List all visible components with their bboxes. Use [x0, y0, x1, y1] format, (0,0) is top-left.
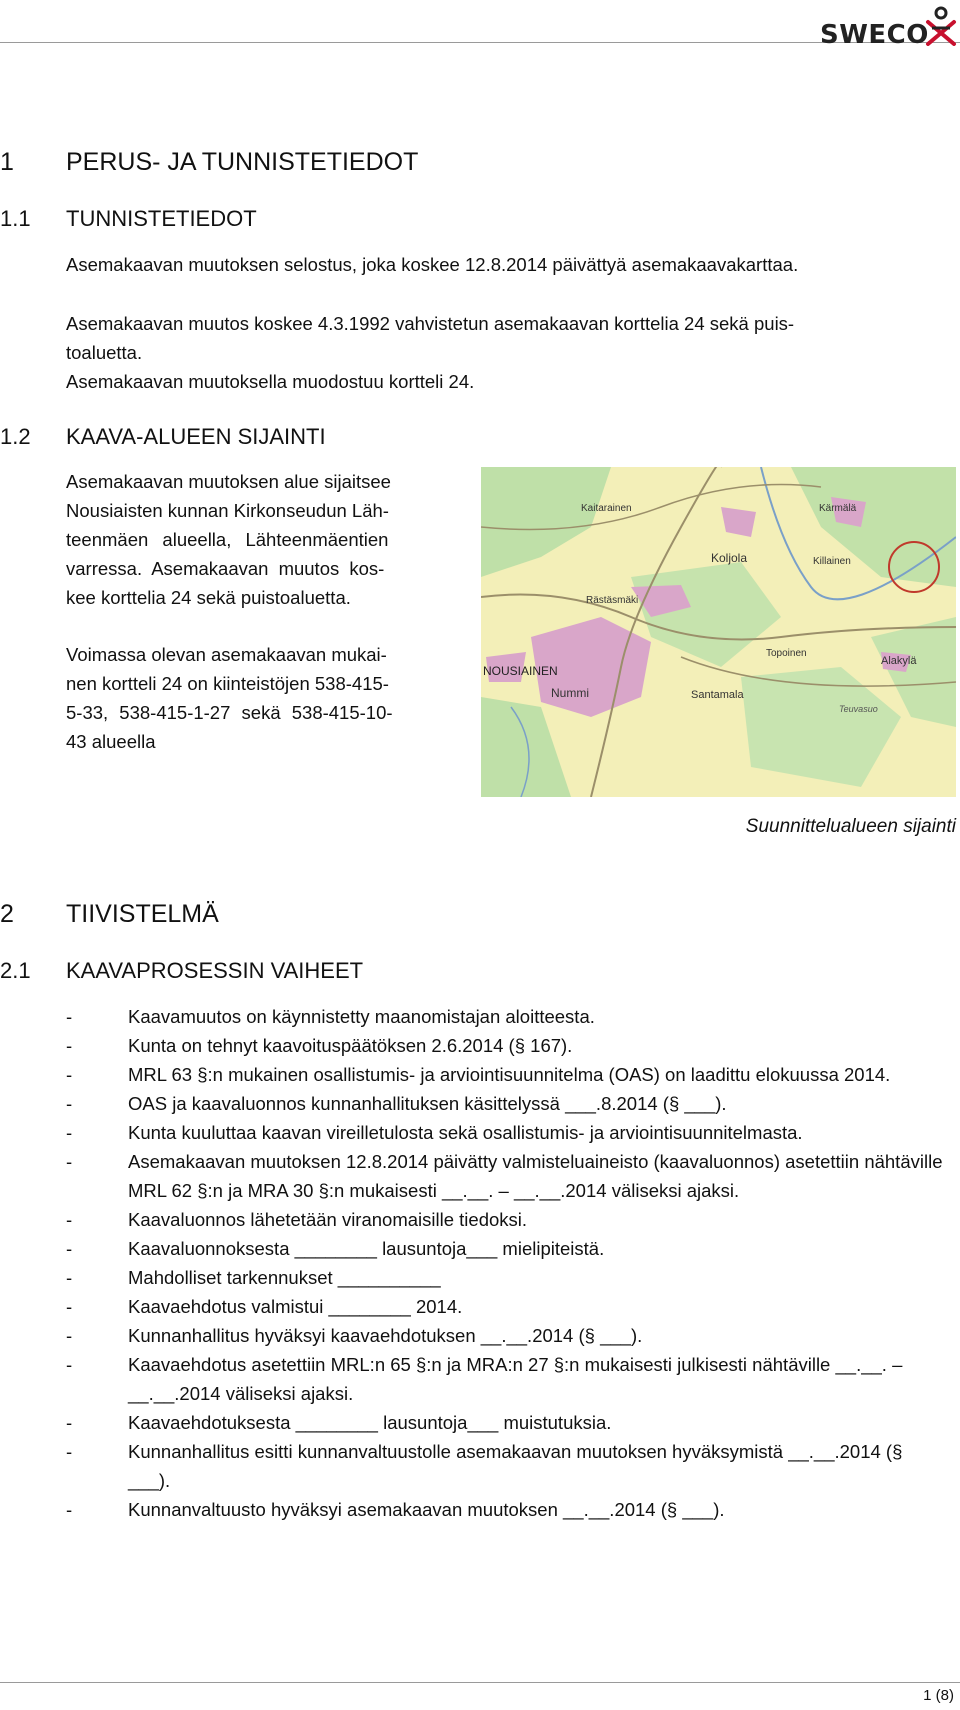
- list-item-text: Kunta on tehnyt kaavoituspäätöksen 2.6.2014 (§ 167).: [128, 1035, 573, 1056]
- map-label: Koljola: [711, 551, 748, 565]
- map-label: Topoinen: [766, 648, 807, 659]
- list-item-text: Kunta kuuluttaa kaavan vireilletulosta sekä osallistumis- ja arviointisuunnitelmasta.: [128, 1122, 803, 1143]
- map-label: Kärmälä: [819, 503, 857, 514]
- paragraph-line: 5-33, 538-415-1-27 sekä 538-415-10-: [66, 702, 393, 723]
- list-item-text: Kaavaehdotus valmistui ________ 2014.: [128, 1296, 463, 1317]
- list-item: - Kaavaluonnoksesta ________ lausuntoja___ mielipiteistä.: [66, 1238, 605, 1259]
- section-number: 2: [0, 900, 14, 928]
- list-item: - Kunta on tehnyt kaavoituspäätöksen 2.6.2014 (§ 167).: [66, 1035, 573, 1056]
- list-item-text: Kunnanvaltuusto hyväksyi asemakaavan muutoksen __.__.2014 (§ ___).: [128, 1499, 725, 1520]
- map-label: NOUSIAINEN: [483, 664, 558, 678]
- subsection-title: KAAVA-ALUEEN SIJAINTI: [66, 424, 326, 449]
- paragraph-line: toaluetta.: [66, 342, 143, 363]
- section-title: TIIVISTELMÄ: [66, 900, 219, 928]
- list-item-text: Kaavamuutos on käynnistetty maanomistajan aloitteesta.: [128, 1006, 595, 1027]
- header-rule: [0, 42, 960, 43]
- sweco-logo: [820, 6, 960, 50]
- list-item: - Asemakaavan muutoksen 12.8.2014 päivätty valmisteluaineisto (kaavaluonnos) asetettiin nähtäville MRL 62 §:n ja MRA 30 §:n mukaisesti __.__. – __.__.2014 väliseksi ajaksi.: [66, 1151, 943, 1201]
- subsection-title: TUNNISTETIEDOT: [66, 206, 257, 231]
- map-label: Teuvasuo: [839, 704, 878, 714]
- list-item: - Kunnanhallitus esitti kunnanvaltuustolle asemakaavan muutoksen hyväksymistä __.__.2014 (§ ___).: [66, 1441, 903, 1491]
- list-item-text: MRL 63 §:n mukainen osallistumis- ja arviointisuunnitelma (OAS) on laadittu elokuussa 2014.: [128, 1064, 891, 1085]
- paragraph-line: Nousiaisten kunnan Kirkonseudun Läh-: [66, 500, 389, 521]
- list-item: - Kaavaehdotus valmistui ________ 2014.: [66, 1296, 463, 1317]
- paragraph-line: 43 alueella: [66, 731, 156, 752]
- list-item-text: Kaavaluonnoksesta ________ lausuntoja___ mielipiteistä.: [128, 1238, 605, 1259]
- list-item: - Kaavaehdotuksesta ________ lausuntoja___ muistutuksia.: [66, 1412, 612, 1433]
- subsection-number: 1.1: [0, 206, 31, 231]
- list-item-text: Kaavaehdotuksesta ________ lausuntoja___ muistutuksia.: [128, 1412, 612, 1433]
- list-item: - Kunnanvaltuusto hyväksyi asemakaavan muutoksen __.__.2014 (§ ___).: [66, 1499, 725, 1520]
- section-number: 1: [0, 148, 14, 176]
- list-item: - Mahdolliset tarkennukset __________: [66, 1267, 441, 1288]
- list-item: - Kaavaehdotus asetettiin MRL:n 65 §:n ja MRA:n 27 §:n mukaisesti julkisesti nähtäville __.__. – __.__.2014 väliseksi ajaksi.: [66, 1354, 903, 1404]
- map-caption: Suunnittelualueen sijainti: [745, 816, 956, 837]
- subsection-number: 1.2: [0, 424, 31, 449]
- logo-text: SWECO: [820, 20, 929, 50]
- list-item-text: Kunnanhallitus esitti kunnanvaltuustolle asemakaavan muutoksen hyväksymistä __.__.2014 (§ ___).: [128, 1441, 903, 1491]
- paragraph-line: Asemakaavan muutoksella muodostuu kortteli 24.: [66, 371, 475, 392]
- list-item: - Kunta kuuluttaa kaavan vireilletulosta sekä osallistumis- ja arviointisuunnitelmasta.: [66, 1122, 803, 1143]
- location-map: [481, 467, 956, 797]
- map-label: Alakylä: [881, 655, 917, 667]
- list-item-text: Asemakaavan muutoksen 12.8.2014 päivätty valmisteluaineisto (kaavaluonnos) asetettiin nähtäville MRL 62 §:n ja MRA 30 §:n mukaisesti __.__. – __.__.2014 väliseksi ajaksi.: [128, 1151, 943, 1201]
- paragraph-line: teenmäen alueella, Lähteenmäentien: [66, 529, 389, 550]
- map-label: Kaitarainen: [581, 503, 632, 514]
- map-label: Killainen: [813, 556, 851, 567]
- footer-rule: [0, 1682, 960, 1683]
- paragraph: Asemakaavan muutoksen selostus, joka koskee 12.8.2014 päivättyä asemakaavakarttaa.: [66, 254, 799, 275]
- paragraph-line: Asemakaavan muutoksen alue sijaitsee: [66, 471, 391, 492]
- list-item-text: OAS ja kaavaluonnos kunnanhallituksen käsittelyssä ___.8.2014 (§ ___).: [128, 1093, 727, 1114]
- plan-paragraph: [66, 640, 460, 756]
- list-item-text: Kunnanhallitus hyväksyi kaavaehdotuksen __.__.2014 (§ ___).: [128, 1325, 643, 1346]
- paragraph-line: Asemakaavan muutos koskee 4.3.1992 vahvistetun asemakaavan korttelia 24 sekä puis-: [66, 313, 795, 334]
- paragraph-line: nen kortteli 24 on kiinteistöjen 538-415-: [66, 673, 389, 694]
- subsection-title: KAAVAPROSESSIN VAIHEET: [66, 958, 364, 983]
- paragraph-line: varressa. Asemakaavan muutos kos-: [66, 558, 385, 579]
- list-item-text: Kaavaehdotus asetettiin MRL:n 65 §:n ja MRA:n 27 §:n mukaisesti julkisesti nähtäville __.__. – __.__.2014 väliseksi ajaksi.: [128, 1354, 903, 1404]
- paragraph-line: kee korttelia 24 sekä puistoaluetta.: [66, 587, 351, 608]
- process-steps-list: [66, 1002, 946, 1524]
- map-label: Santamala: [691, 689, 744, 701]
- location-paragraph: [66, 467, 460, 612]
- list-item: - OAS ja kaavaluonnos kunnanhallituksen käsittelyssä ___.8.2014 (§ ___).: [66, 1093, 727, 1114]
- paragraph-line: Voimassa olevan asemakaavan mukai-: [66, 644, 387, 665]
- list-item-text: Kaavaluonnos lähetetään viranomaisille tiedoksi.: [128, 1209, 528, 1230]
- paragraph: [66, 309, 794, 396]
- list-item: - MRL 63 §:n mukainen osallistumis- ja arviointisuunnitelma (OAS) on laadittu elokuussa 2014.: [66, 1064, 891, 1085]
- map-label: Nummi: [551, 686, 589, 700]
- list-item: - Kaavaluonnos lähetetään viranomaisille tiedoksi.: [66, 1209, 528, 1230]
- list-item: - Kaavamuutos on käynnistetty maanomistajan aloitteesta.: [66, 1006, 595, 1027]
- list-item-text: Mahdolliset tarkennukset __________: [128, 1267, 441, 1288]
- page-number: 1 (8): [923, 1687, 954, 1704]
- sweco-mark-icon: [924, 6, 958, 46]
- section-title: PERUS- JA TUNNISTETIEDOT: [66, 148, 419, 176]
- list-item: - Kunnanhallitus hyväksyi kaavaehdotuksen __.__.2014 (§ ___).: [66, 1325, 643, 1346]
- map-label: Rästäsmäki: [586, 595, 639, 606]
- subsection-number: 2.1: [0, 958, 31, 983]
